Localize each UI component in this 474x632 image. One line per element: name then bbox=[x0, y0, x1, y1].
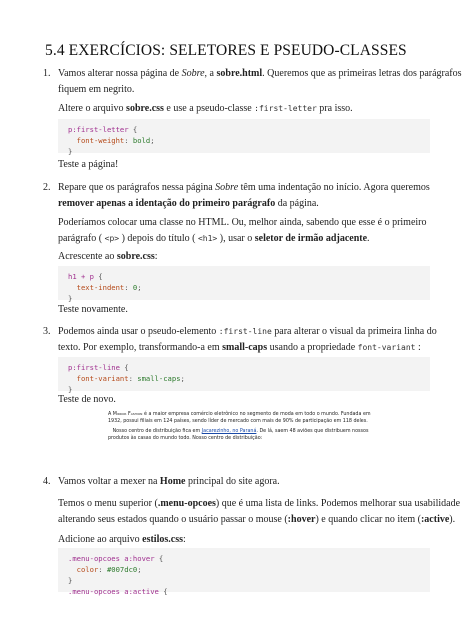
item-2-text: Repare que os parágrafos nessa página Sobre têm uma indentação no início. Agora queremos remover apenas a identação do primeiro parágrafo da página. bbox=[58, 182, 430, 209]
item-1-instruction: Altere o arquivo sobre.css e use a pseudo-classe :first-letter pra isso. bbox=[58, 103, 353, 114]
item-1-text: Vamos alterar nossa página de Sobre, a sobre.html. Queremos que as primeiras letras dos parágrafos fiquem em negrito. bbox=[58, 68, 462, 95]
item-3-text: Podemos ainda usar o pseudo-elemento :first-line para alterar o visual da primeira linha do texto. Por exemplo, transformando-a em small-caps usando a propriedade font-variant : bbox=[58, 326, 437, 353]
item-4-text: Vamos voltar a mexer na Home principal do site agora. bbox=[58, 476, 280, 487]
item-4-add: Adicione ao arquivo estilos.css: bbox=[58, 534, 186, 545]
item-2-add: Acrescente ao sobre.css: bbox=[58, 251, 158, 262]
item-1-number: 1. bbox=[43, 68, 51, 79]
item-2-test: Teste novamente. bbox=[58, 304, 128, 315]
item-2-number: 2. bbox=[43, 182, 51, 193]
item-4-number: 4. bbox=[43, 476, 51, 487]
item-1-test: Teste a página! bbox=[58, 159, 119, 170]
item-3-test: Teste de novo. bbox=[58, 394, 116, 405]
code-block-4: .menu-opcoes a:hover { color: #007dc0; } .menu-opcoes a:active { bbox=[58, 548, 430, 592]
example-screenshot: A Mirror Fashion é a maior empresa comércio eletrônico no segmento de moda em todo o mundo. Fundada em 1932, possui filiais em 124 países, sendo líder de mercado com mais de 90% de participação em 118 deles. Nosso centro de distribuição fica em Jacarezinho, no Paraná. De lá, saem 48 aviões que distribuem nossos produtos às casas do mundo todo. Nosso centro de distribuição: bbox=[108, 412, 371, 441]
example-link[interactable]: Jacarezinho, no Paraná bbox=[201, 429, 257, 434]
code-block-2: h1 + p { text-indent: 0; } bbox=[58, 266, 430, 300]
page-title: 5.4 EXERCÍCIOS: SELETORES E PSEUDO-CLASSES bbox=[45, 42, 407, 59]
code-block-3: p:first-line { font-variant: small-caps; } bbox=[58, 357, 430, 391]
item-4-paragraph: Temos o menu superior (.menu-opcoes) que é uma lista de links. Podemos melhorar sua usabilidade alterando seus estados quando o usuário passar o mouse (:hover) e quando clicar no item (:active). bbox=[58, 498, 461, 525]
code-block-1: p:first-letter { font-weight: bold; } bbox=[58, 119, 430, 153]
item-3-number: 3. bbox=[43, 326, 51, 337]
item-2-paragraph: Poderíamos colocar uma classe no HTML. Ou, melhor ainda, sabendo que esse é o primeiro parágrafo ( <p> ) depois do título ( <h1> ), usar o seletor de irmão adjacente. bbox=[58, 217, 427, 244]
